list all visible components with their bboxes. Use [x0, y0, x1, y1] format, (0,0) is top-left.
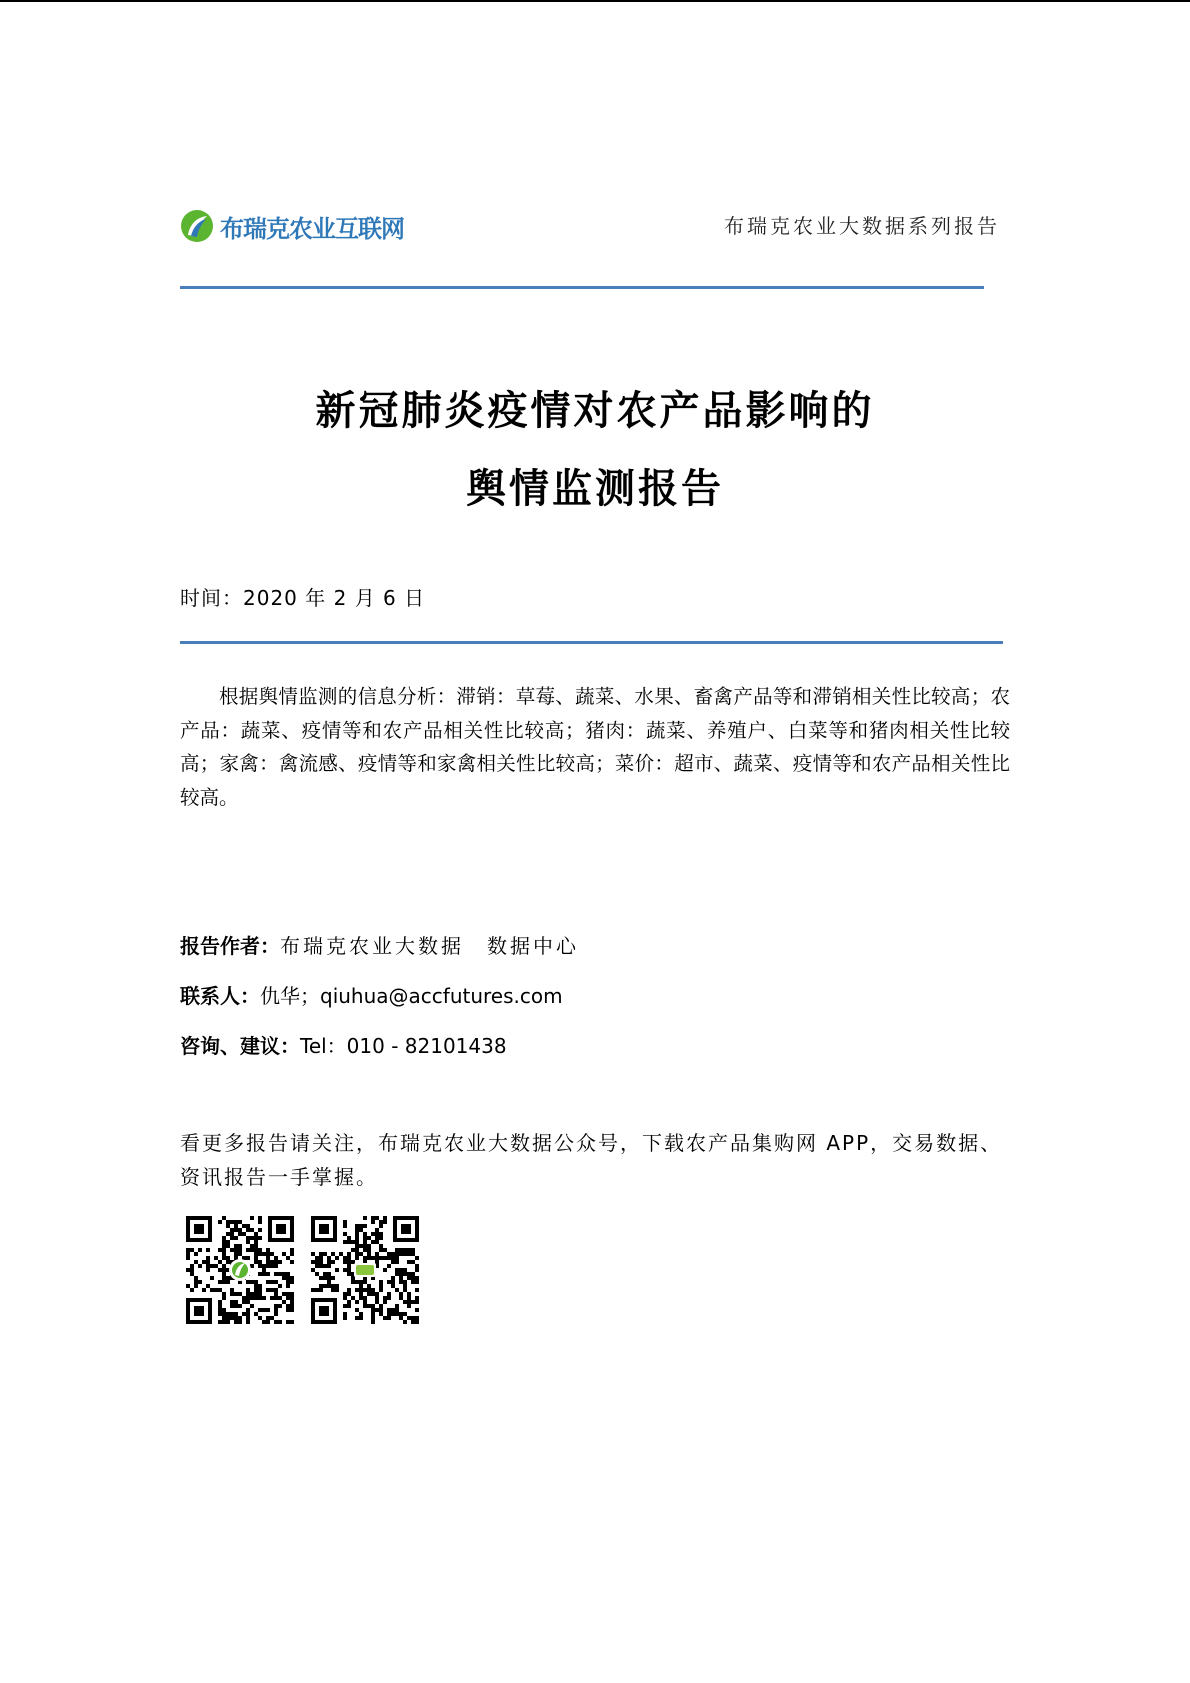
author-value: 布瑞克农业大数据 数据中心	[280, 934, 579, 958]
author-line	[180, 930, 579, 959]
qr-code-app-graphic	[309, 1214, 421, 1326]
date-divider	[180, 641, 1003, 644]
consult-line	[180, 1030, 507, 1059]
logo-text: 布瑞克农业互联网	[220, 214, 404, 243]
consult-value: Tel：010 - 82101438	[300, 1034, 507, 1058]
report-title-line-2: 舆情监测报告	[466, 465, 724, 512]
qr-code-wechat-graphic	[184, 1214, 296, 1326]
contact-value: 仇华；qiuhua@accfutures.com	[260, 984, 563, 1008]
top-border	[0, 0, 1190, 2]
header-divider	[180, 286, 984, 289]
contact-label: 联系人：	[180, 984, 260, 1008]
brand-logo	[180, 208, 404, 244]
bric-logo-icon	[180, 209, 214, 243]
qr-code-app-icon	[309, 1214, 421, 1326]
consult-label: 咨询、建议：	[180, 1034, 300, 1058]
report-title	[180, 372, 1010, 528]
series-title: 布瑞克农业大数据系列报告	[724, 214, 1000, 238]
follow-note: 看更多报告请关注，布瑞克农业大数据公众号，下载农产品集购网 APP，交易数据、资讯报告一手掌握。	[180, 1131, 1003, 1189]
author-label: 报告作者：	[180, 934, 280, 958]
summary-paragraph: 根据舆情监测的信息分析：滞销：草莓、蔬菜、水果、畜禽产品等和滞销相关性比较高；农产品：蔬菜、疫情等和农产品相关性比较高；猪肉：蔬菜、养殖户、白菜等和猪肉相关性比较高；家禽：禽流感、疫情等和家禽相关性比较高；菜价：超市、蔬菜、疫情等和农产品相关性比较高。	[180, 685, 1010, 809]
report-date: 时间：2020 年 2 月 6 日	[180, 586, 426, 610]
report-title-line-1: 新冠肺炎疫情对农产品影响的	[315, 387, 875, 434]
qr-code-wechat-icon	[184, 1214, 296, 1326]
contact-line	[180, 980, 563, 1009]
